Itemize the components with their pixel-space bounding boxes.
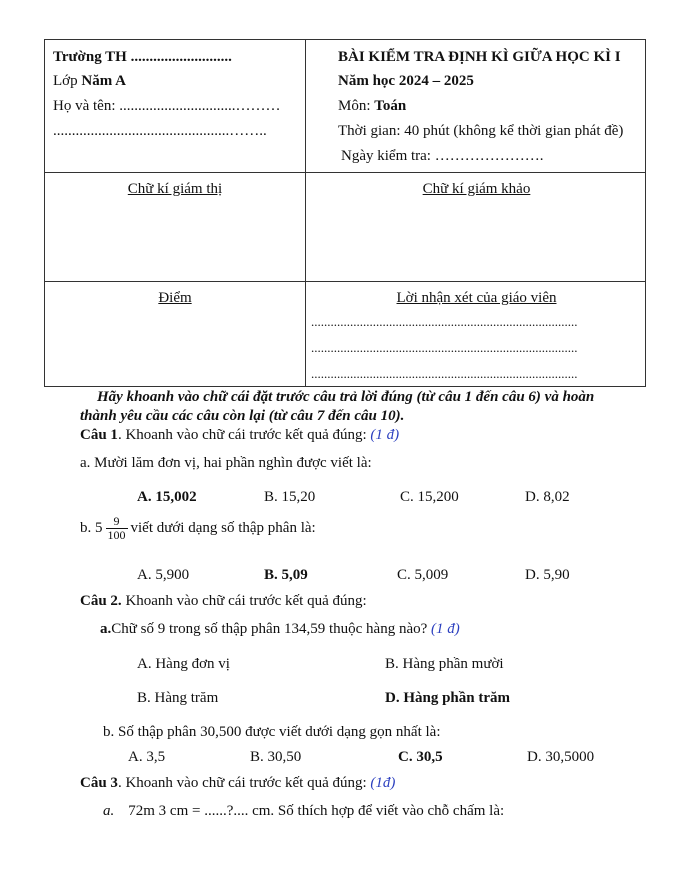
proctor-signature-label: Chữ kí giám thị (127, 181, 223, 197)
class-line (53, 73, 126, 90)
question-2a-text (100, 621, 460, 638)
q3a-prefix: a. (103, 803, 115, 819)
school-name: Trường TH ........................... (53, 49, 232, 65)
q1b-option-b[interactable]: B. 5,09 (264, 567, 308, 583)
exam-date: Ngày kiểm tra: …………………. (341, 148, 544, 164)
q2a-prefix: a. (100, 621, 112, 637)
header-table (44, 39, 646, 387)
q1b-option-d[interactable]: D. 5,90 (525, 567, 570, 583)
question-1-label: Câu 1 (80, 427, 118, 443)
subject-name: Toán (374, 98, 407, 114)
question-3-label: Câu 3 (80, 775, 118, 791)
q1a-option-c[interactable]: C. 15,200 (400, 489, 459, 505)
class-name: Năm A (81, 73, 126, 89)
question-3a-text (103, 803, 504, 820)
grader-signature-label: Chữ kí giám khảo (422, 181, 531, 197)
q2a-option-a[interactable]: A. Hàng đơn vị (137, 656, 230, 672)
fraction-denominator: 100 (107, 528, 126, 542)
q2b-option-a[interactable]: A. 3,5 (128, 749, 166, 765)
q1b-option-a[interactable]: A. 5,900 (137, 567, 190, 583)
student-name-continuation: ...............................................…….. (53, 123, 267, 139)
question-2-text: Khoanh vào chữ cái trước kết quả đúng: (121, 593, 367, 609)
teacher-comment-label: Lời nhận xét của giáo viên (396, 290, 557, 306)
instructions-line-1: Hãy khoanh vào chữ cái đặt trước câu trả lời đúng (từ câu 1 đến câu 6) và hoàn (97, 389, 595, 405)
q1b-suffix: viết dưới dạng số thập phân là: (130, 519, 316, 536)
question-1b-text (80, 515, 316, 542)
question-3-heading (80, 775, 395, 792)
subject-line (338, 98, 406, 115)
fraction-9-over-100 (106, 515, 128, 542)
table-divider-vertical (305, 40, 306, 386)
question-3-points: (1đ) (370, 775, 396, 791)
exam-time: Thời gian: 40 phút (không kể thời gian phát đề) (338, 123, 624, 139)
question-3-text: . Khoanh vào chữ cái trước kết quả đúng: (117, 775, 371, 791)
q1b-prefix: b. 5 (80, 519, 103, 536)
student-name-field: Họ và tên: ...............................……… (53, 98, 281, 114)
q1a-option-a[interactable]: A. 15,002 (137, 489, 197, 505)
table-divider-row2 (45, 281, 645, 282)
score-label: Điểm (158, 290, 192, 306)
q1a-option-b[interactable]: B. 15,20 (264, 489, 316, 505)
q2a-option-c[interactable]: B. Hàng trăm (137, 690, 219, 706)
table-divider-row1 (45, 172, 645, 173)
fraction-numerator: 9 (106, 515, 128, 529)
q2b-option-b[interactable]: B. 30,50 (250, 749, 302, 765)
q3a-question: 72m 3 cm = ......?.... cm. Số thích hợp để viết vào chỗ chấm là: (128, 803, 505, 819)
q1a-option-d[interactable]: D. 8,02 (525, 489, 570, 505)
q2a-question: Chữ số 9 trong số thập phân 134,59 thuộc hàng nào? (111, 621, 432, 637)
question-1-points: (1 đ) (370, 427, 400, 443)
comment-line-2: .................................................................................. (311, 340, 578, 355)
question-1-heading (80, 427, 399, 444)
question-1-text: . Khoanh vào chữ cái trước kết quả đúng: (117, 427, 371, 443)
question-2-heading (80, 593, 367, 610)
q1b-option-c[interactable]: C. 5,009 (397, 567, 449, 583)
school-year: Năm học 2024 – 2025 (338, 73, 474, 89)
question-2b-text: b. Số thập phân 30,500 được viết dưới dạng gọn nhất là: (103, 724, 441, 740)
question-1a-text: a. Mười lăm đơn vị, hai phần nghìn được viết là: (80, 455, 372, 471)
question-2a-points: (1 đ) (431, 621, 460, 637)
q2a-option-b[interactable]: B. Hàng phần mười (385, 656, 504, 672)
subject-label: Môn: (338, 98, 375, 114)
q2b-option-c[interactable]: C. 30,5 (398, 749, 443, 765)
question-2-label: Câu 2. (80, 593, 122, 609)
exam-title: BÀI KIỂM TRA ĐỊNH KÌ GIỮA HỌC KÌ I (338, 49, 621, 65)
comment-line-1: .................................................................................. (311, 314, 578, 329)
q2a-option-d[interactable]: D. Hàng phần trăm (385, 690, 511, 706)
instructions-line-2: thành yêu cầu các câu còn lại (từ câu 7 đến câu 10). (80, 408, 405, 424)
q2b-option-d[interactable]: D. 30,5000 (527, 749, 595, 765)
comment-line-3: .................................................................................. (311, 366, 578, 381)
class-prefix: Lớp (53, 73, 82, 89)
